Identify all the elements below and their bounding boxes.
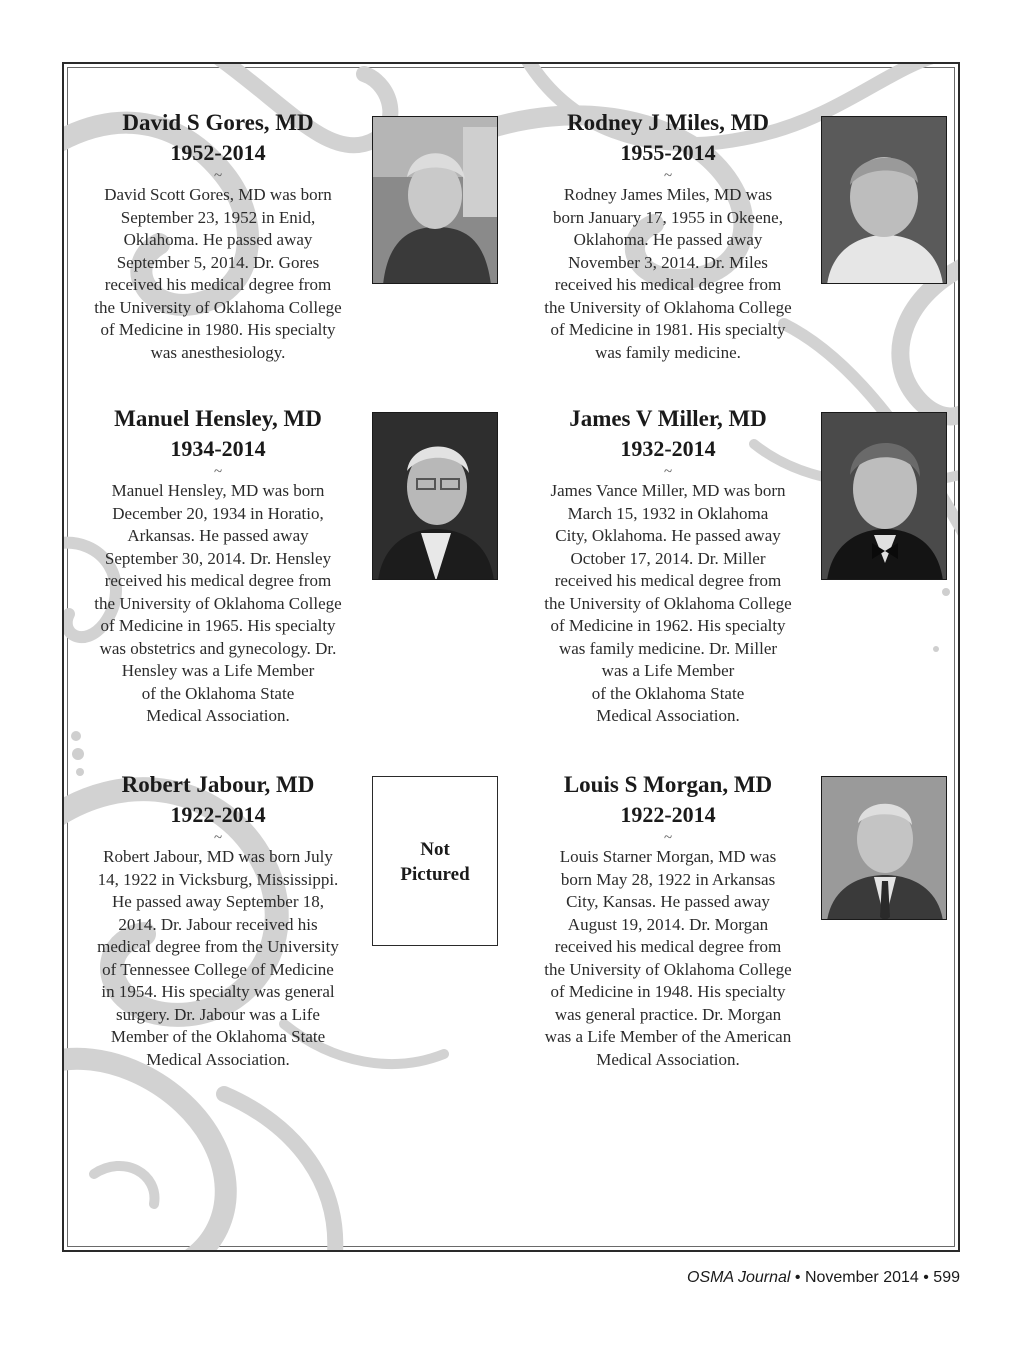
life-years: 1952-2014 (170, 140, 266, 165)
doctor-name: Manuel Hensley, MD (114, 406, 322, 431)
not-pictured-line-1: Not (420, 839, 450, 860)
separator-tilde: ~ (213, 830, 223, 846)
portrait-photo (821, 412, 947, 580)
obituary-entry (78, 404, 358, 728)
biography-text: Robert Jabour, MD was born July 14, 1922 in Vicksburg, Mississippi. He passed away September 18, 2014. Dr. Jabour received his medical degree from the University of Tennessee College of Medicine in 1954. His specialty was general surgery. Dr. Jabour was a Life Member of the Oklahoma State Medical Association. (97, 847, 339, 1069)
page-frame (62, 62, 960, 1252)
life-years: 1934-2014 (170, 436, 266, 461)
life-years: 1922-2014 (170, 802, 266, 827)
obituary-entry (78, 108, 358, 364)
not-pictured-box (372, 776, 498, 946)
separator-tilde: ~ (663, 830, 673, 846)
biography-text: Manuel Hensley, MD was born December 20, 1934 in Horatio, Arkansas. He passed away September 30, 2014. Dr. Hensley received his medical degree from the University of Oklahoma College of Medicine in 1965. His specialty was obstetrics and gynecology. Dr. Hensley was a Life Member of the Oklahoma State Medical Association. (94, 481, 342, 725)
biography-text: David Scott Gores, MD was born September 23, 1952 in Enid, Oklahoma. He passed away September 5, 2014. Dr. Gores received his medical degree from the University of Oklahoma College of Medicine in 1980. His specialty was anesthesiology. (94, 185, 342, 362)
life-years: 1922-2014 (620, 802, 716, 827)
doctor-name: Rodney J Miles, MD (567, 110, 769, 135)
obituary-entry (528, 404, 808, 728)
doctor-name: Robert Jabour, MD (121, 772, 315, 797)
portrait-photo (821, 776, 947, 920)
separator-tilde: ~ (663, 464, 673, 480)
obituary-entry (528, 770, 808, 1071)
separator-tilde: ~ (213, 168, 223, 184)
separator-tilde: ~ (663, 168, 673, 184)
portrait-photo (821, 116, 947, 284)
portrait-photo (372, 412, 498, 580)
issue-date: November 2014 (804, 1269, 919, 1286)
separator-tilde: ~ (213, 464, 223, 480)
obituary-entry (78, 770, 358, 1071)
portrait-photo (372, 116, 498, 284)
page-number: 599 (933, 1269, 960, 1286)
footer-separator: • (790, 1269, 805, 1286)
journal-name: OSMA Journal (687, 1269, 791, 1286)
biography-text: James Vance Miller, MD was born March 15, 1932 in Oklahoma City, Oklahoma. He passed away October 17, 2014. Dr. Miller received his medical degree from the University of Oklahoma College of Medicine in 1962. His specialty was family medicine. Dr. Miller was a Life Member of the Oklahoma State Medical Association. (544, 481, 792, 725)
biography-text: Rodney James Miles, MD was born January 17, 1955 in Okeene, Oklahoma. He passed away November 3, 2014. Dr. Miles received his medical degree from the University of Oklahoma College of Medicine in 1981. His specialty was family medicine. (544, 185, 792, 362)
doctor-name: James V Miller, MD (569, 406, 767, 431)
doctor-name: David S Gores, MD (122, 110, 314, 135)
footer-separator: • (918, 1269, 934, 1286)
not-pictured-line-2: Pictured (400, 864, 470, 885)
life-years: 1932-2014 (620, 436, 716, 461)
doctor-name: Louis S Morgan, MD (563, 772, 773, 797)
page-footer (687, 1269, 960, 1287)
biography-text: Louis Starner Morgan, MD was born May 28, 1922 in Arkansas City, Kansas. He passed away August 19, 2014. Dr. Morgan received his medical degree from the University of Oklahoma College of Medicine in 1948. His specialty was general practice. Dr. Morgan was a Life Member of the American Medical Association. (544, 847, 792, 1069)
life-years: 1955-2014 (620, 140, 716, 165)
obituary-entry (528, 108, 808, 364)
